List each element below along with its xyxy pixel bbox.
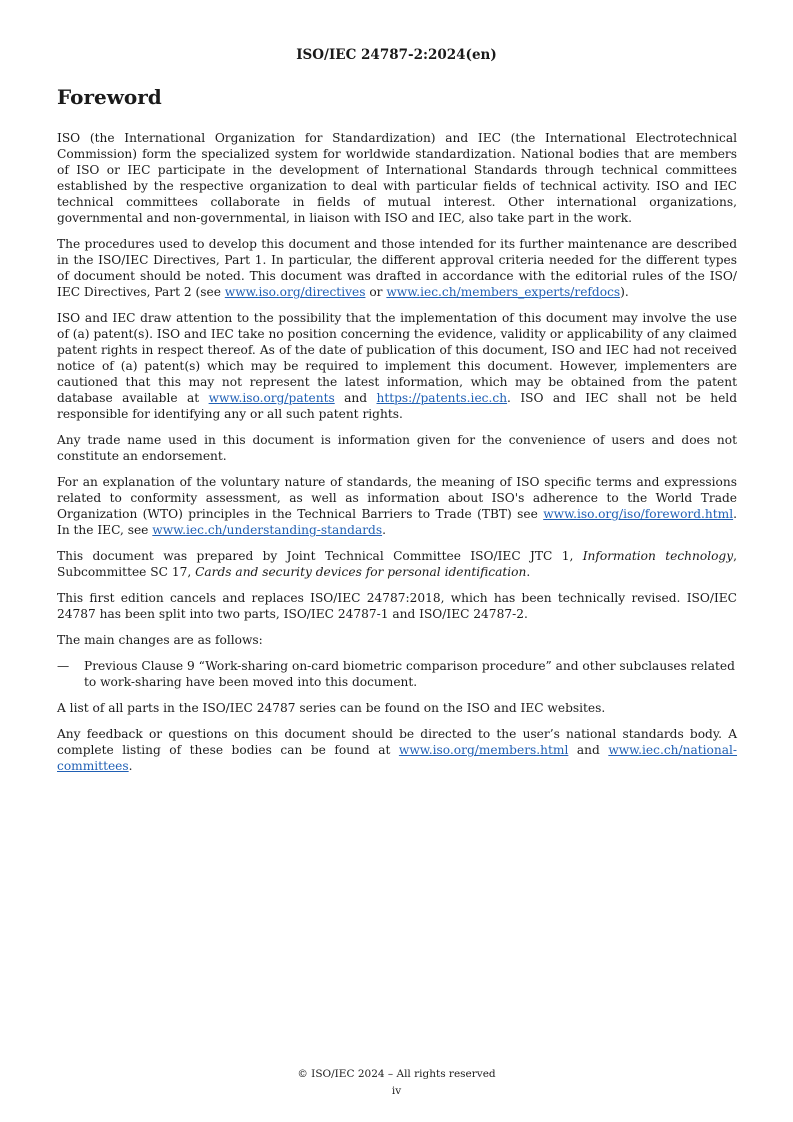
paragraph-text: . In the IEC, see (57, 507, 737, 537)
paragraph-edition (57, 590, 737, 622)
list-item-text (84, 658, 737, 690)
paragraph-text: Previous Clause 9 “Work-sharing on-card biometric comparison procedure” and other subclauses related to work-sharing have been moved into this document. (84, 659, 735, 689)
page-footer (0, 1066, 793, 1100)
link-iec-patents[interactable]: https://patents.iec.ch (376, 391, 508, 405)
paragraph-procedures (57, 236, 737, 300)
list-item (57, 658, 737, 690)
paragraph-text: and (568, 743, 609, 757)
paragraph-main-changes (57, 632, 737, 648)
link-iec-national-committees[interactable]: www.iec.ch/national-committees (57, 743, 738, 773)
link-iec-understanding-standards[interactable]: www.iec.ch/understanding-standards (152, 523, 383, 537)
link-iso-members[interactable]: www.iso.org/members.html (398, 743, 569, 757)
page-number: iv (391, 1085, 402, 1097)
link-iec-refdocs[interactable]: www.iec.ch/members_experts/refdocs (386, 285, 621, 299)
link-iso-directives[interactable]: www.iso.org/directives (224, 285, 366, 299)
page-title: Foreword (57, 85, 162, 109)
paragraph-patents (57, 310, 737, 422)
paragraph-text: . (128, 759, 133, 773)
paragraph-about-iso-iec (57, 130, 737, 226)
paragraph-text: This document was prepared by Joint Technical Committee ISO/IEC JTC 1, (57, 549, 583, 563)
paragraph-text: ISO and IEC draw attention to the possibility that the implementation of this document may involve the use of (a) patent(s). ISO and IEC take no position concerning the evidence, validity or applicability of any claimed patent rights in respect thereof. As of the date of publication of this document, ISO and IEC had not received notice of (a) patent(s) which may be required to implement this document. However, implementers are cautioned that this may not represent the latest information, which may be obtained from the patent database available at (57, 311, 737, 405)
paragraph-text: A list of all parts in the ISO/IEC 24787 series can be found on the ISO and IEC websites. (57, 701, 606, 715)
paragraph-text: Any feedback or questions on this document should be directed to the user’s national standards body. A complete listing of these bodies can be found at (57, 727, 737, 757)
paragraph-text: . (526, 565, 531, 579)
paragraph-voluntary-nature (57, 474, 737, 538)
paragraph-text: The procedures used to develop this document and those intended for its further maintenance are described in the ISO/IEC Directives, Part 1. In particular, the different approval criteria needed for the different types of document should be noted. This document was drafted in accordance with the editorial rules of the ISO/ IEC Directives, Part 2 (see (57, 237, 737, 299)
paragraph-prepared-by (57, 548, 737, 580)
foreword-section (57, 84, 737, 784)
copyright-notice: © ISO/IEC 2024 – All rights reserved (297, 1068, 496, 1080)
paragraph-text: ). (620, 285, 629, 299)
paragraph-text: or (365, 285, 387, 299)
link-iso-patents[interactable]: www.iso.org/patents (208, 391, 335, 405)
paragraph-text: , Subcommittee SC 17, (57, 549, 737, 579)
paragraph-text: This first edition cancels and replaces ISO/IEC 24787:2018, which has been technically revised. ISO/IEC 24787 has been split into two parts, ISO/IEC 24787-1 and ISO/IEC 24787-2. (57, 591, 737, 621)
paragraph-trade-name (57, 432, 737, 464)
paragraph-feedback (57, 726, 737, 774)
paragraph-text: Any trade name used in this document is information given for the convenience of users and does not constitute an endorsement. (57, 433, 737, 463)
document-id-header: ISO/IEC 24787-2:2024(en) (296, 47, 497, 63)
paragraph-text: The main changes are as follows: (57, 633, 263, 647)
dash-bullet: — (57, 659, 70, 673)
committee-title: Information technology (582, 549, 734, 563)
paragraph-text: For an explanation of the voluntary nature of standards, the meaning of ISO specific terms and expressions related to conformity assessment, as well as information about ISO's adherence to the World Trade Organization (WTO) principles in the Technical Barriers to Trade (TBT) see (57, 475, 737, 521)
paragraph-text: . ISO and IEC shall not be held responsible for identifying any or all such patent rights. (57, 391, 737, 421)
subcommittee-title: Cards and security devices for personal identification (195, 565, 527, 579)
paragraph-text: ISO (the International Organization for Standardization) and IEC (the International Electrotechnical Commission) form the specialized system for worldwide standardization. National bodies that are members of ISO or IEC participate in the development of International Standards through technical committees established by the respective organization to deal with particular fields of technical activity. ISO and IEC technical committees collaborate in fields of mutual interest. Other international organizations, governmental and non-governmental, in liaison with ISO and IEC, also take part in the work. (57, 131, 737, 225)
paragraph-text: and (334, 391, 377, 405)
paragraph-series-list (57, 700, 737, 716)
paragraph-text: . (382, 523, 386, 537)
link-iso-foreword[interactable]: www.iso.org/iso/foreword.html (543, 507, 734, 521)
